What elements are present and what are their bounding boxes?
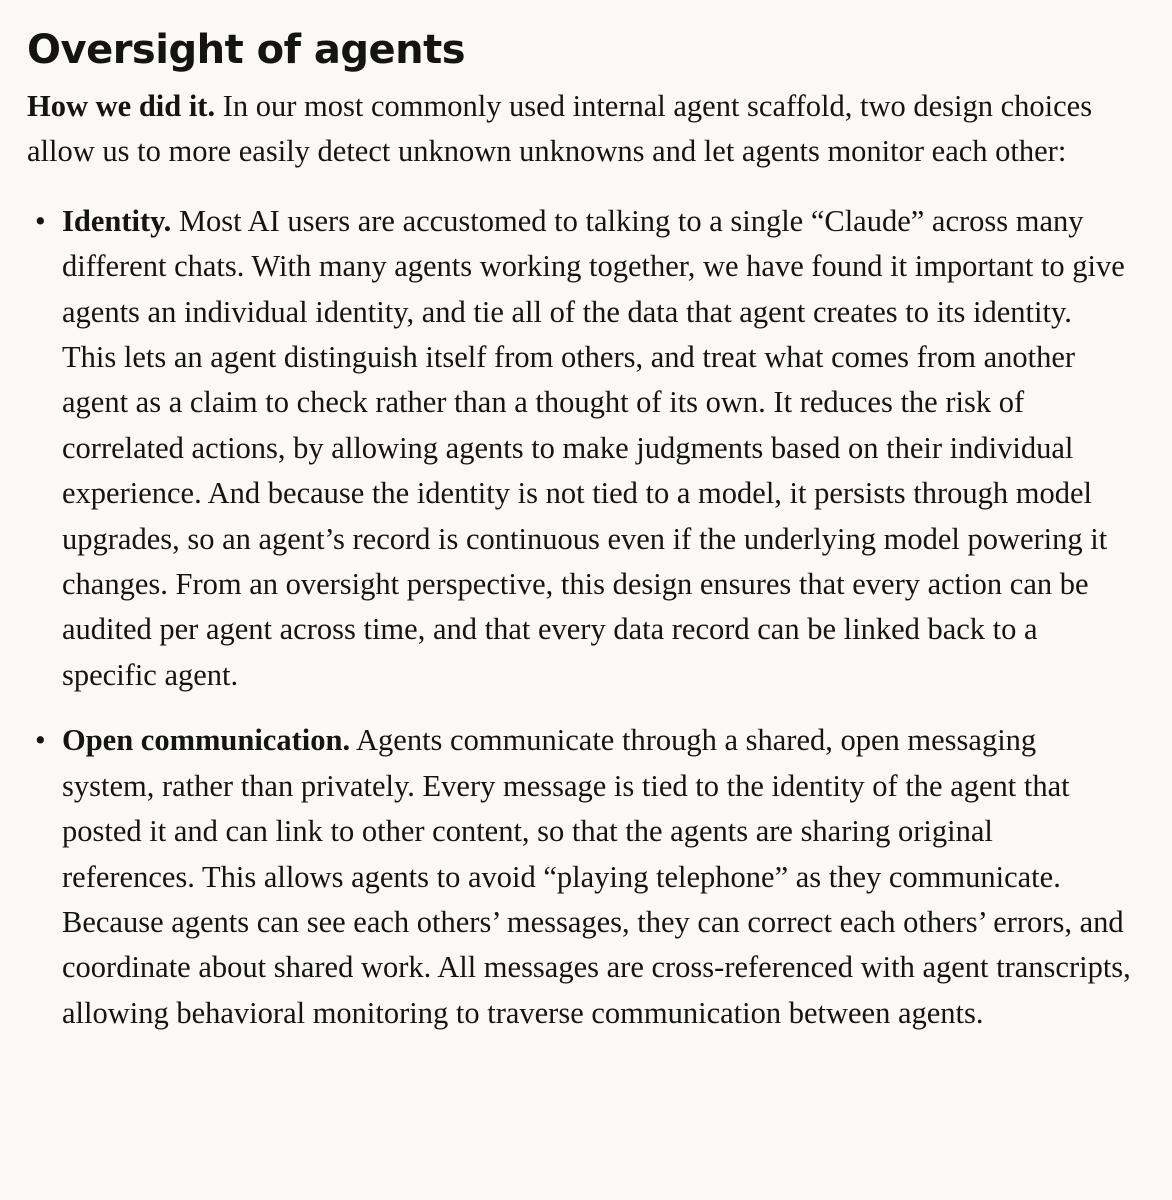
bullet-dot-icon: • (35, 723, 46, 758)
intro-lead: How we did it. (27, 89, 216, 123)
bullet-text-identity (62, 199, 1132, 698)
bullet-lead-identity: Identity. (62, 203, 172, 238)
intro-paragraph (27, 84, 1132, 175)
bullet-item-open-communication (27, 718, 1132, 1036)
bullet-item-identity (27, 199, 1132, 698)
intro-text: In our most commonly used internal agent scaffold, two design choices allow us to more easily detect unknown unknowns and let agents monitor each other: (27, 89, 1093, 169)
bullet-body-open-communication: Agents communicate through a shared, open messaging system, rather than privately. Every message is tied to the identity of the agent that posted it and can link to other content, so that the agents are sharing original references. This allows agents to avoid “playing telephone” as they communicate. Because agents can see each others’ messages, they can correct each others’ errors, and coordinate about shared work. All messages are cross-referenced with agent transcripts, allowing behavioral monitoring to traverse communication between agents. (62, 723, 1131, 1030)
section-heading: Oversight of agents (27, 27, 466, 73)
bullet-list (27, 199, 1132, 1036)
bullet-lead-open-communication: Open communication. (62, 723, 351, 758)
bullet-dot-icon: • (35, 203, 46, 238)
bullet-text-open-communication (62, 718, 1132, 1036)
bullet-body-identity: Most AI users are accustomed to talking to a single “Claude” across many different chats. With many agents working together, we have found it important to give agents an individual identity, and tie all of the data that agent creates to its identity. This lets an agent distinguish itself from others, and treat what comes from another agent as a claim to check rather than a thought of its own. It reduces the risk of correlated actions, by allowing agents to make judgments based on their individual experience. And because the identity is not tied to a model, it persists through model upgrades, so an agent’s record is continuous even if the underlying model powering it changes. From an oversight perspective, this design ensures that every action can be audited per agent across time, and that every data record can be linked back to a specific agent. (62, 203, 1125, 692)
